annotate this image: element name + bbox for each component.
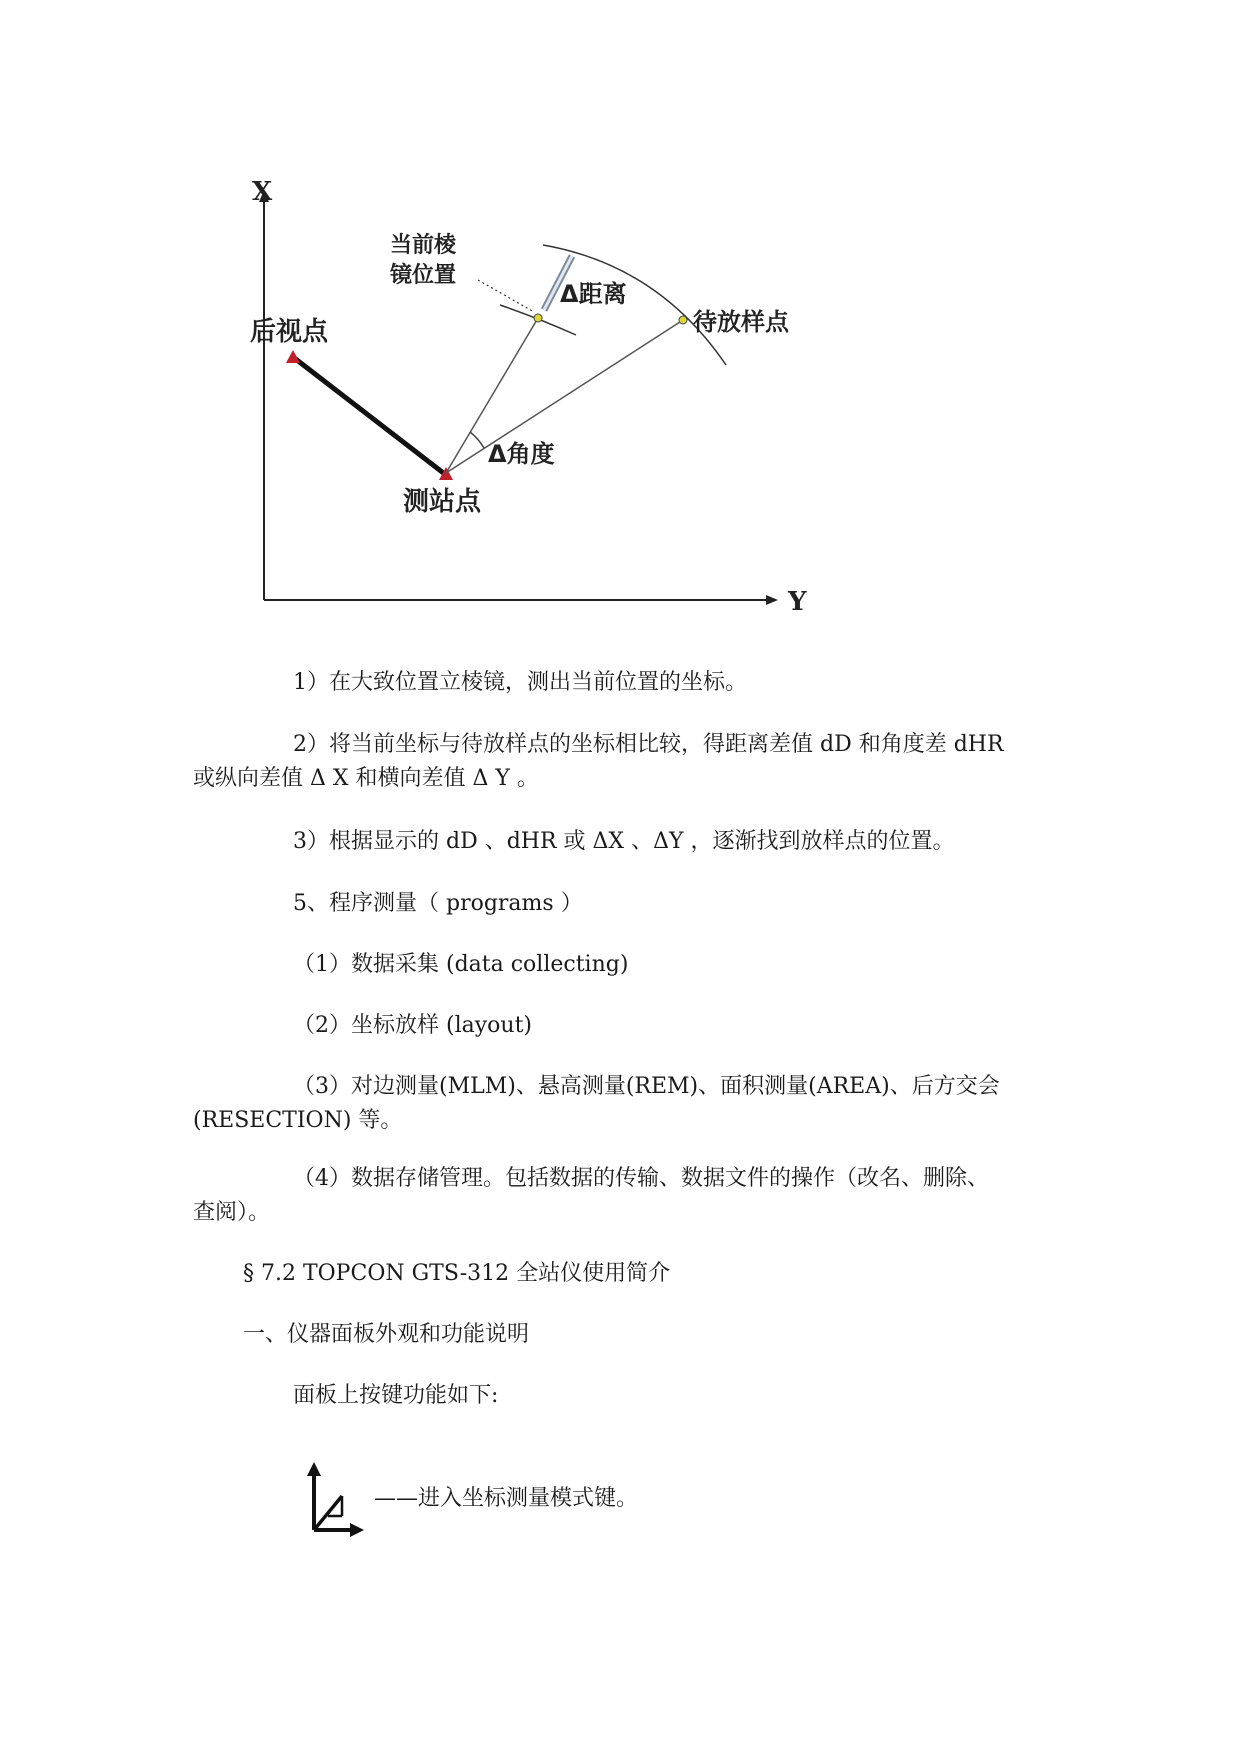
program-item-3-line-1: （3）对边测量(MLM)、悬高测量(REM)、面积测量(AREA)、后方交会	[293, 1074, 1000, 1099]
ray-to-stakeout	[446, 320, 683, 473]
program-item-4	[193, 1162, 1053, 1230]
backsight-line	[293, 357, 446, 475]
coordinate-key-description: ——进入坐标测量模式键。	[374, 1486, 639, 1511]
step-2-line-2: 或纵向差值 Δ X 和横向差值 Δ Y 。	[193, 766, 539, 791]
delta-angle-arc	[470, 432, 484, 448]
prism-label-line1: 当前棱	[390, 233, 457, 258]
step-3: 3）根据显示的 dD 、dHR 或 ΔX 、ΔY ，逐渐找到放样点的位置。	[293, 829, 955, 854]
backsight-label: 后视点	[250, 317, 329, 347]
program-item-4-line-1: （4）数据存储管理。包括数据的传输、数据文件的操作（改名、删除、	[293, 1166, 989, 1191]
axis-x-label: X	[252, 177, 273, 207]
program-item-1: （1）数据采集 (data collecting)	[293, 952, 629, 977]
stakeout-diagram	[238, 170, 918, 640]
axis-y-label: Y	[788, 587, 807, 617]
stakeout-point	[679, 316, 687, 324]
prism-label-line2: 镜位置	[390, 263, 457, 288]
section-heading: § 7.2 TOPCON GTS-312 全站仪使用简介	[243, 1261, 671, 1286]
step-1: 1）在大致位置立棱镜，测出当前位置的坐标。	[293, 670, 747, 695]
current-prism-point	[534, 314, 542, 322]
stakeout-label: 待放样点	[693, 308, 789, 336]
program-item-3	[193, 1070, 1053, 1138]
backsight-marker	[286, 350, 300, 363]
delta-distance-label: Δ距离	[560, 280, 627, 308]
station-label: 测站点	[403, 487, 482, 517]
program-item-4-line-2: 查阅）。	[193, 1200, 271, 1225]
subsection-heading: 一、仪器面板外观和功能说明	[243, 1322, 530, 1347]
program-item-2: （2）坐标放样 (layout)	[293, 1013, 532, 1038]
step-2	[193, 728, 1053, 796]
keys-intro: 面板上按键功能如下:	[293, 1383, 499, 1408]
step-2-line-1: 2）将当前坐标与待放样点的坐标相比较，得距离差值 dD 和角度差 dHR	[293, 732, 1004, 757]
delta-angle-label: Δ角度	[488, 440, 555, 468]
program-item-3-line-2: (RESECTION) 等。	[193, 1108, 403, 1133]
coordinate-mode-icon	[306, 1460, 368, 1538]
programs-heading: 5、程序测量（ programs ）	[293, 891, 583, 916]
y-axis-arrow	[766, 595, 778, 605]
